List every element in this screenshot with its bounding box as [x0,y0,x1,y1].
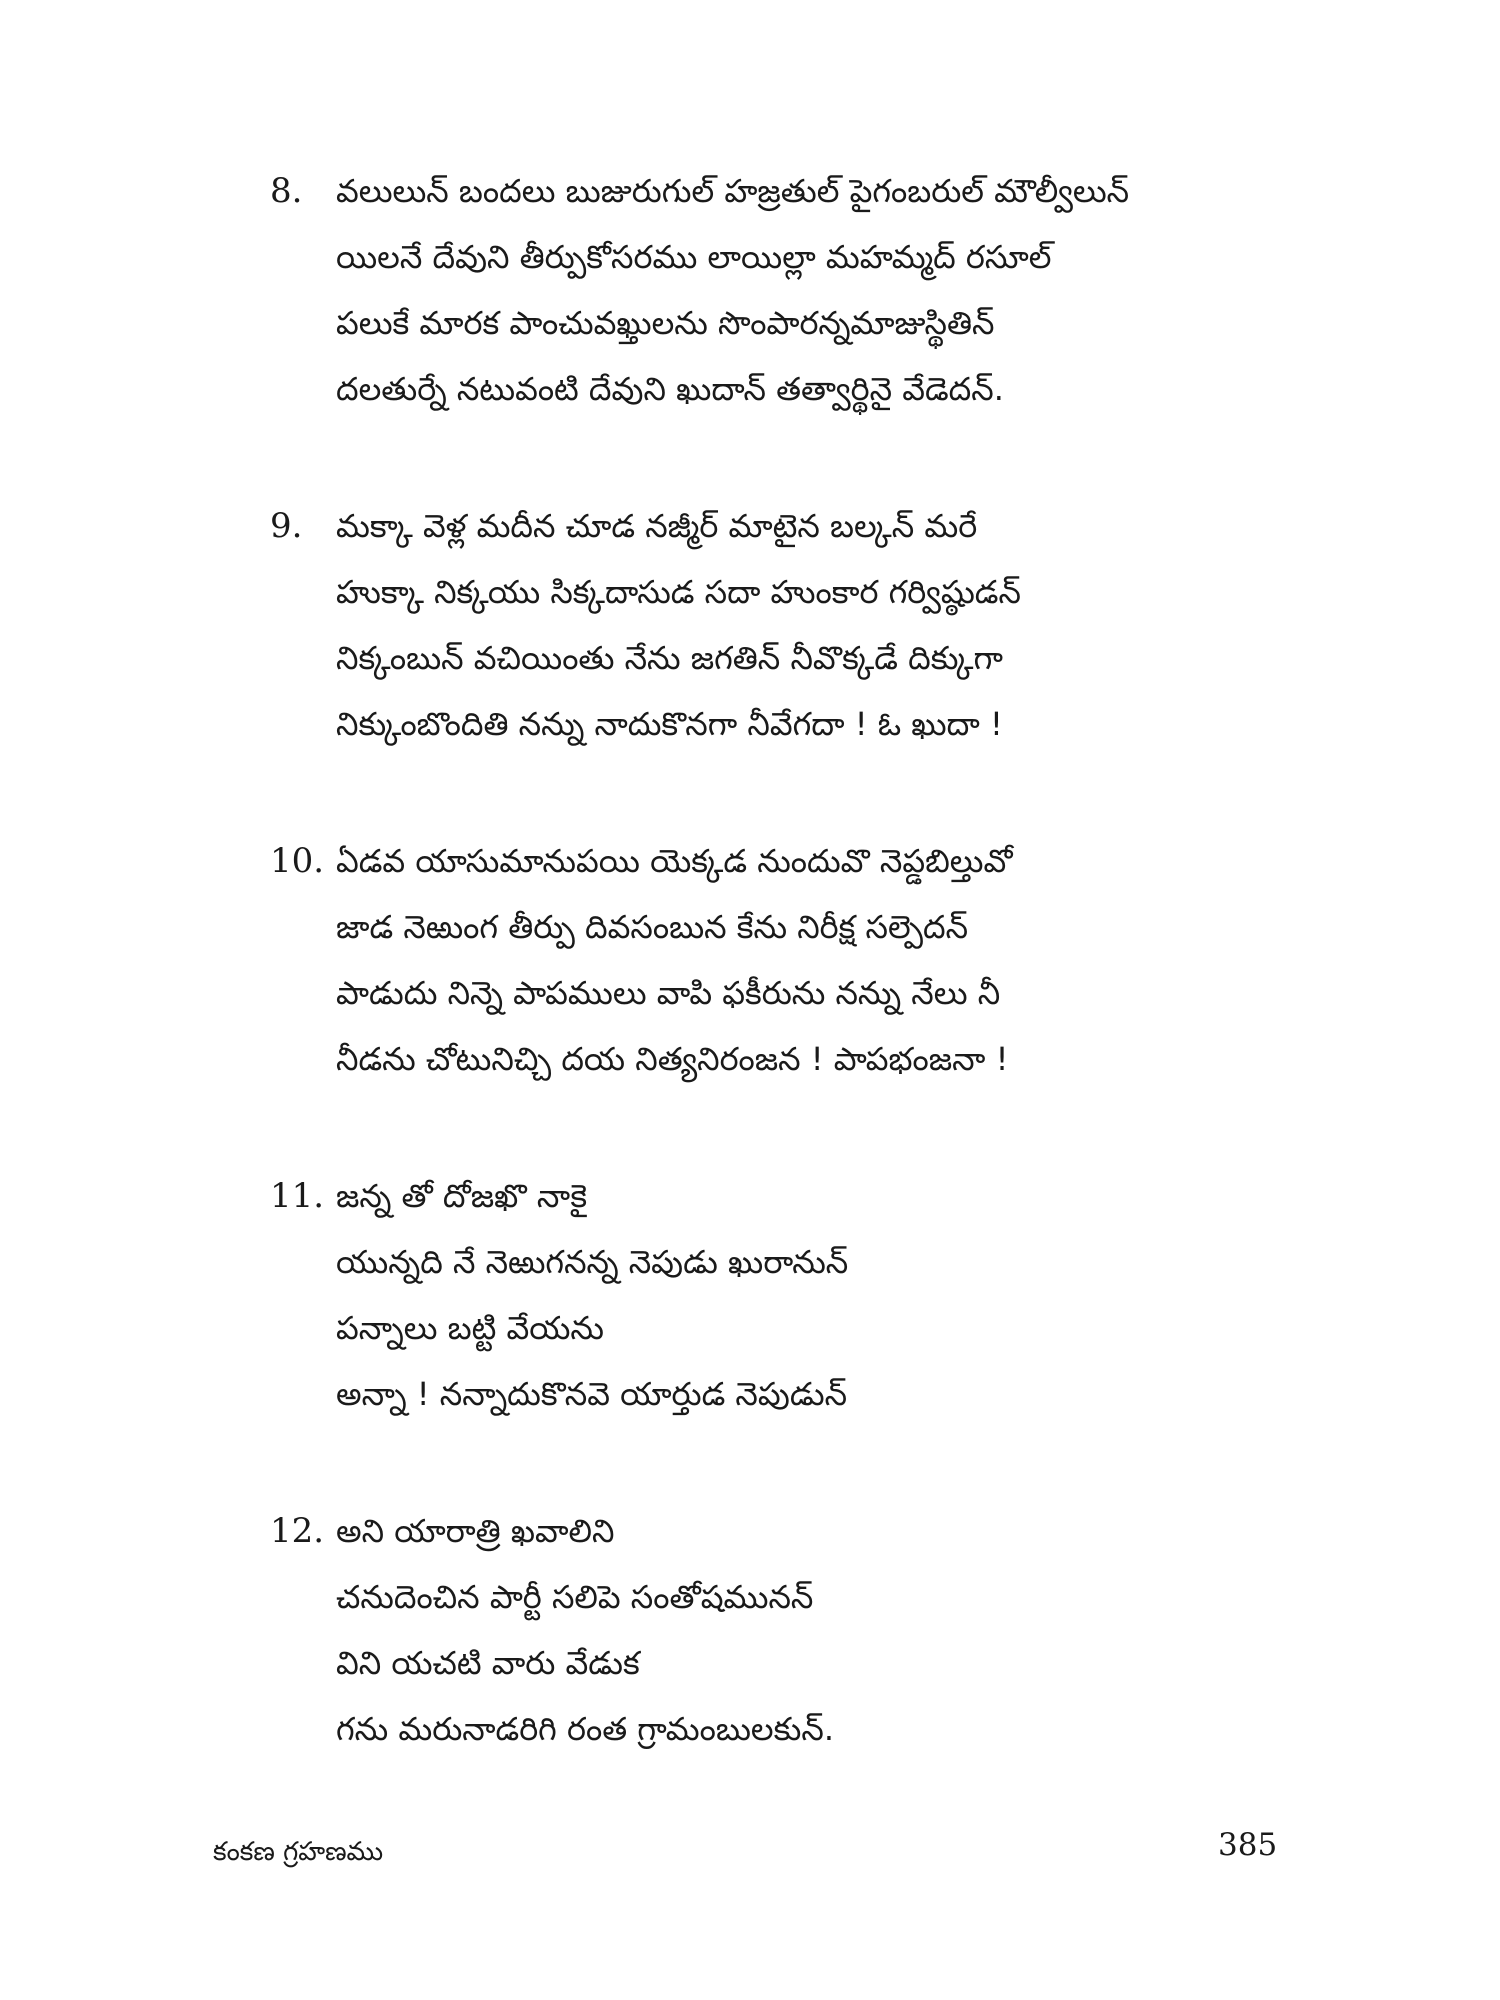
verse-line: నీడను చోటునిచ్చి దయ నిత్యనిరంజన ! పాపభంజనా ! [336,1040,1009,1078]
verse-line: ఏడవ యాసుమానుపయి యెక్కడ నుందువొ నెప్డబిల్తువో [336,842,1013,880]
verse-line: నిక్కుంబొందితి నన్ను నాదుకొనగా నీవేగదా ! ఓ ఖుదా ! [336,705,1003,743]
running-footer-title: కంకణ గ్రహణము [213,1837,384,1867]
verse-line: పన్నాలు బట్టి వేయను [336,1309,604,1347]
stanza-number: 8. [270,171,303,211]
verse-line: జన్న తో దోజఖొ నాకై [336,1177,588,1215]
verse-line: నిక్కంబున్ వచియింతు నేను జగతిన్ నీవొక్కడే దిక్కుగా [336,639,1003,677]
verse-line: గను మరునాడరిగి రంత గ్రామంబులకున్. [336,1710,835,1748]
verse-line: విని యచటి వారు వేడుక [336,1644,640,1682]
stanza-number: 10. [270,841,325,881]
stanza-number: 9. [270,506,303,546]
verse-line: జాడ నెఱుంగ తీర్పు దివసంబున కేను నిరీక్ష సల్పెదన్ [336,908,969,946]
stanza-lines [336,828,1013,1092]
stanza-number: 12. [270,1511,325,1551]
stanza-lines [336,158,1129,422]
verse-line: యున్నది నే నెఱుగనన్న నెపుడు ఖురానున్ [336,1243,849,1281]
verse-line: అన్నా ! నన్నాదుకొనవె యార్తుడ నెపుడున్ [336,1375,848,1413]
verse-line: పలుకే మారక పాంచువఖ్తులను సొంపారన్నమాజుస్థితిన్ [336,304,995,342]
page-number: 385 [1218,1827,1278,1863]
stanza-lines [336,493,1021,757]
verse-line: హుక్కా నిక్కయు సిక్కదాసుడ సదా హుంకార గర్విష్ఠుడన్ [336,573,1021,611]
verse-line: చనుదెంచిన పార్టీ సలిపె సంతోషమునన్ [336,1578,814,1616]
verse-line: పాడుదు నిన్నె పాపములు వాపి ఫకీరును నన్ను నేలు నీ [336,974,1001,1012]
verse-line: మక్కా వెళ్ల మదీన చూడ నజ్మీర్ మాటైన బల్కన్ మరే [336,507,978,545]
verse-line: వలులున్ బందలు బుజురుగుల్ హజ్రతుల్ పైగంబరుల్ మౌల్వీలున్ [336,172,1130,210]
verse-line: అని యారాత్రి ఖవాలిని [336,1512,615,1550]
stanza-number: 11. [270,1176,325,1216]
stanza-lines [336,1498,834,1762]
stanza-lines [336,1163,848,1427]
verse-line: యిలనే దేవుని తీర్పుకోసరము లాయిల్లా మహమ్మద్ రసూల్ [336,238,1052,276]
verse-line: దలతుర్నే నటువంటి దేవుని ఖుదాన్ తత్వార్థినై వేడెదన్. [336,370,1004,408]
